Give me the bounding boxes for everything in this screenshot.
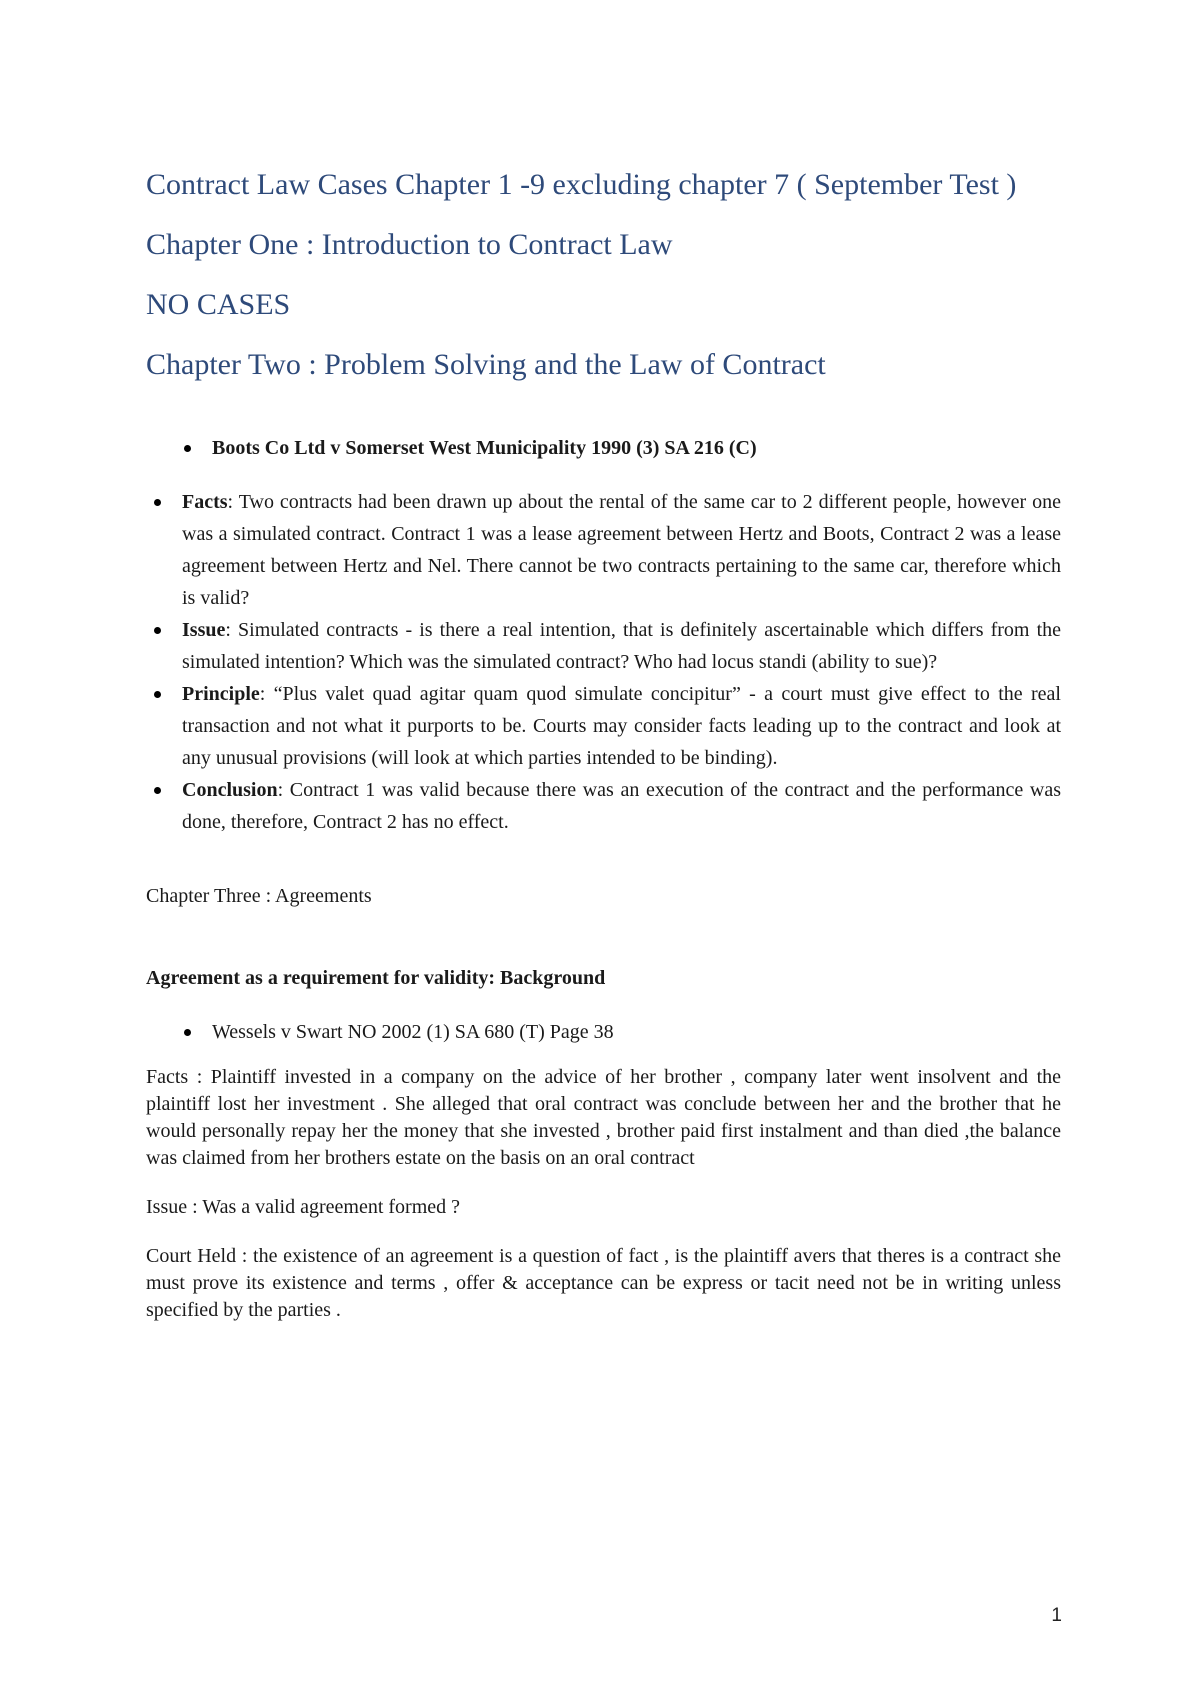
list-item	[176, 432, 1061, 464]
issue-label: Issue	[182, 619, 226, 641]
wessels-issue: Issue : Was a valid agreement formed ?	[146, 1196, 461, 1218]
agreement-heading: Agreement as a requirement for validity: Background	[146, 967, 606, 989]
case-title-boots: Boots Co Ltd v Somerset West Municipality 1990 (3) SA 216 (C)	[212, 437, 757, 459]
page-content	[146, 168, 1061, 1346]
case-list-chapter-two	[176, 432, 1061, 464]
list-item	[176, 1016, 1061, 1048]
conclusion-point	[146, 774, 1061, 838]
principle-label: Principle	[182, 683, 260, 705]
case-points-boots	[146, 486, 1061, 838]
chapter-one-heading: Chapter One : Introduction to Contract Law	[146, 228, 673, 261]
case-title-wessels: Wessels v Swart NO 2002 (1) SA 680 (T) Page 38	[212, 1021, 614, 1043]
issue-text: : Simulated contracts - is there a real intention, that is definitely ascertainable which differs from the simulated intention? Which was the simulated contract? Who had locus standi (ability to sue)?	[182, 619, 1061, 673]
chapter-three-heading: Chapter Three : Agreements	[146, 885, 372, 907]
facts-label: Facts	[182, 491, 228, 513]
no-cases-heading: NO CASES	[146, 288, 291, 321]
principle-text: : “Plus valet quad agitar quam quod simulate concipitur” - a court must give effect to the real transaction and not what it purports to be. Courts may consider facts leading up to the contract and look at any unusual provisions (will look at which parties intended to be binding).	[182, 683, 1061, 769]
wessels-court-held: Court Held : the existence of an agreement is a question of fact , is the plaintiff avers that theres is a contract she must prove its existence and terms , offer & acceptance can be express or tacit need not be in writing unless specified by the parties .	[146, 1245, 1061, 1321]
principle-point	[146, 678, 1061, 774]
issue-point	[146, 614, 1061, 678]
case-list-chapter-three	[176, 1016, 1061, 1048]
chapter-two-heading: Chapter Two : Problem Solving and the Law of Contract	[146, 348, 826, 381]
wessels-facts: Facts : Plaintiff invested in a company on the advice of her brother , company later went insolvent and the plaintiff lost her investment . She alleged that oral contract was conclude between her and the brother that he would personally repay her the money that she invested , brother paid first instalment and than died ,the balance was claimed from her brothers estate on the basis on an oral contract	[146, 1066, 1061, 1169]
facts-text: : Two contracts had been drawn up about the rental of the same car to 2 different people, however one was a simulated contract. Contract 1 was a lease agreement between Hertz and Boots, Contract 2 was a lease agreement between Hertz and Nel. There cannot be two contracts pertaining to the same car, therefore which is valid?	[182, 491, 1061, 609]
conclusion-text: : Contract 1 was valid because there was an execution of the contract and the performance was done, therefore, Contract 2 has no effect.	[182, 779, 1061, 833]
facts-point	[146, 486, 1061, 614]
document-title: Contract Law Cases Chapter 1 -9 excluding chapter 7 ( September Test )	[146, 168, 1017, 201]
conclusion-label: Conclusion	[182, 779, 278, 801]
page-number: 1	[1051, 1605, 1062, 1626]
